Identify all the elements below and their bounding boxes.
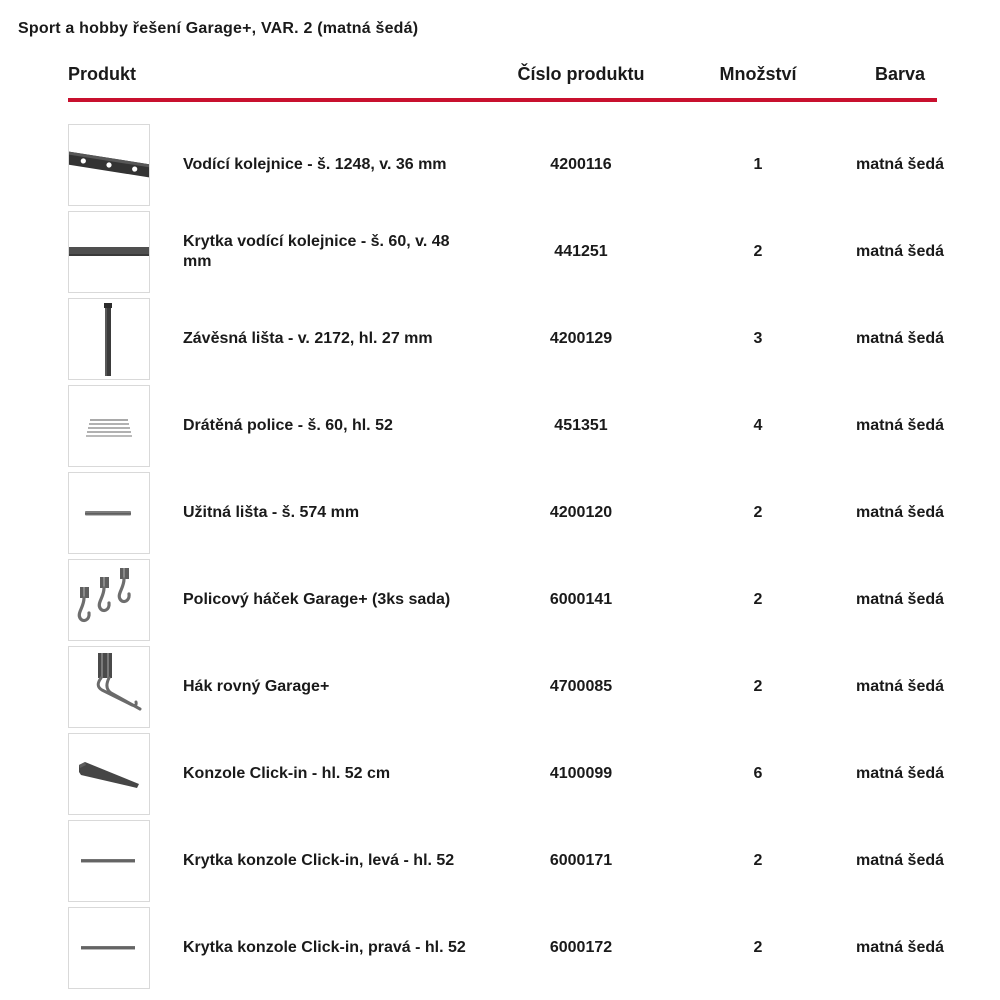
table-row	[68, 730, 964, 817]
product-thumbnail	[68, 733, 150, 815]
rail-cap-icon	[69, 212, 149, 292]
product-name: Krytka konzole Click-in, pravá - hl. 52	[183, 938, 466, 956]
product-number: 6000171	[549, 851, 613, 869]
wire-shelf-icon	[69, 386, 149, 466]
product-name: Hák rovný Garage+	[183, 677, 330, 695]
table-row	[68, 208, 964, 295]
straight-hook-icon	[69, 647, 149, 727]
product-quantity: 2	[753, 590, 763, 608]
product-quantity: 1	[753, 155, 763, 173]
column-header-product: Produkt	[68, 64, 137, 84]
product-color: matná šedá	[855, 677, 945, 695]
product-color: matná šedá	[855, 416, 945, 434]
product-color: matná šedá	[855, 764, 945, 782]
product-name: Drátěná police - š. 60, hl. 52	[183, 416, 393, 434]
product-number: 441251	[554, 242, 608, 260]
product-name: Krytka vodící kolejnice - š. 60, v. 48 mm	[183, 232, 450, 270]
product-number: 6000141	[549, 590, 613, 608]
page-title: Sport a hobby řešení Garage+, VAR. 2 (matná šedá)	[18, 20, 419, 37]
product-name: Závěsná lišta - v. 2172, hl. 27 mm	[183, 329, 433, 347]
product-name: Policový háček Garage+ (3ks sada)	[183, 590, 451, 608]
product-thumbnail	[68, 472, 150, 554]
bracket-cover-left-icon	[69, 821, 149, 901]
product-number: 4700085	[549, 677, 613, 695]
product-number: 4100099	[549, 764, 613, 782]
shelf-hooks-icon	[69, 560, 149, 640]
product-thumbnail	[68, 646, 150, 728]
product-quantity: 2	[753, 503, 763, 521]
table-row	[68, 643, 964, 730]
guide-rail-icon	[69, 125, 149, 205]
table-header-row	[68, 62, 964, 86]
table-row	[68, 382, 964, 469]
column-header-quantity: Množství	[719, 64, 797, 84]
product-thumbnail	[68, 559, 150, 641]
product-name: Konzole Click-in - hl. 52 cm	[183, 764, 391, 782]
table-row	[68, 121, 964, 208]
product-number: 6000172	[549, 938, 613, 956]
table-row	[68, 469, 964, 556]
product-number: 4200120	[549, 503, 613, 521]
table-row	[68, 556, 964, 643]
bracket-icon	[69, 734, 149, 814]
product-name: Užitná lišta - š. 574 mm	[183, 503, 360, 521]
product-color: matná šedá	[855, 329, 945, 347]
product-thumbnail	[68, 298, 150, 380]
product-name: Krytka konzole Click-in, levá - hl. 52	[183, 851, 455, 869]
product-color: matná šedá	[855, 242, 945, 260]
product-color: matná šedá	[855, 155, 945, 173]
product-color: matná šedá	[855, 851, 945, 869]
column-header-color: Barva	[874, 64, 926, 84]
product-color: matná šedá	[855, 938, 945, 956]
product-quantity: 2	[753, 851, 763, 869]
bracket-cover-right-icon	[69, 908, 149, 988]
product-color: matná šedá	[855, 503, 945, 521]
product-thumbnail	[68, 820, 150, 902]
product-quantity: 2	[753, 242, 763, 260]
column-header-number: Číslo produktu	[517, 64, 645, 84]
product-number: 4200129	[549, 329, 613, 347]
product-quantity: 2	[753, 938, 763, 956]
product-table	[68, 62, 964, 991]
utility-rail-icon	[69, 473, 149, 553]
header-divider	[68, 98, 937, 102]
hanging-rail-icon	[69, 299, 149, 379]
product-color: matná šedá	[855, 590, 945, 608]
table-row	[68, 295, 964, 382]
product-name: Vodící kolejnice - š. 1248, v. 36 mm	[183, 155, 447, 173]
product-number: 4200116	[550, 155, 612, 173]
product-thumbnail	[68, 124, 150, 206]
product-thumbnail	[68, 385, 150, 467]
product-quantity: 3	[753, 329, 763, 347]
product-quantity: 6	[753, 764, 763, 782]
table-row	[68, 904, 964, 991]
product-quantity: 4	[753, 416, 763, 434]
product-thumbnail	[68, 211, 150, 293]
product-thumbnail	[68, 907, 150, 989]
table-body	[68, 121, 964, 991]
product-quantity: 2	[753, 677, 763, 695]
table-row	[68, 817, 964, 904]
product-number: 451351	[554, 416, 608, 434]
